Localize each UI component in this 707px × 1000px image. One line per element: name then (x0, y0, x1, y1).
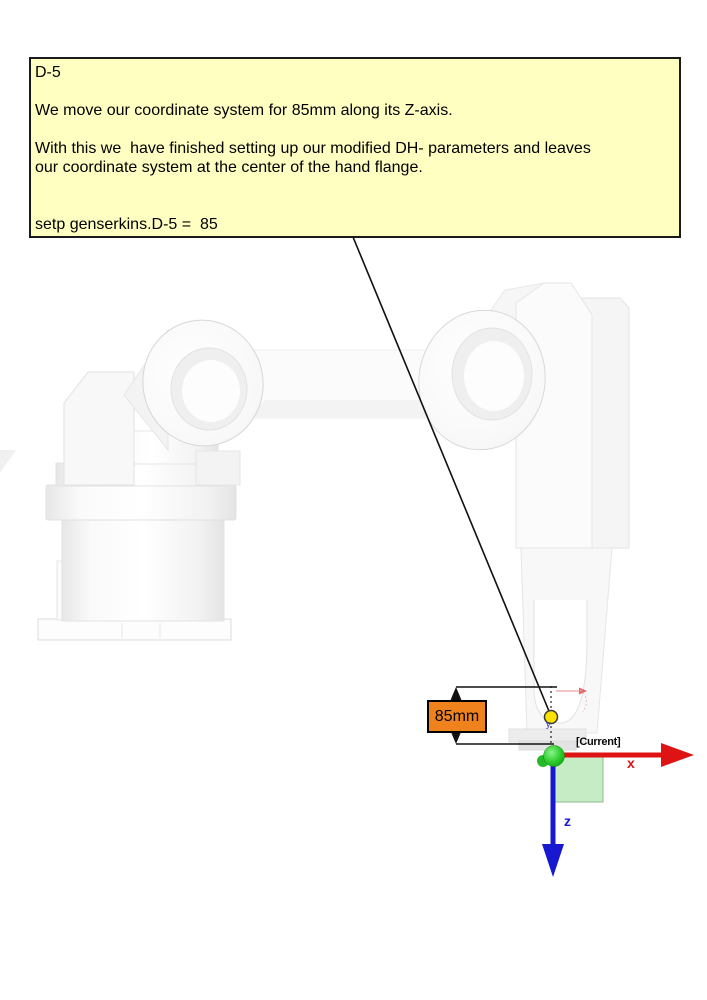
callout-box (29, 57, 681, 238)
robot-wrist-joint-core (464, 341, 524, 411)
robot-shoulder-housing (64, 372, 134, 485)
callout-command: setp genserkins.D-5 = 85 (35, 216, 218, 233)
robot-base-collar (46, 485, 236, 520)
callout-paragraph-2: With this we have finished setting up our modified DH- parameters and leaves (35, 140, 591, 157)
z-axis-label: z (564, 813, 571, 829)
callout-paragraph-1: We move our coordinate system for 85mm along its Z-axis. (35, 102, 453, 119)
callout-title: D-5 (35, 64, 61, 81)
robot-hand-flange (509, 729, 586, 742)
robot-shoulder-joint-core (182, 360, 240, 422)
x-axis-arrowhead (661, 743, 694, 767)
robot-arm (0, 283, 629, 750)
left-edge-fragment (0, 450, 16, 473)
z-axis-arrowhead (542, 844, 564, 877)
current-frame-label: [Current] (576, 736, 621, 748)
robot-forearm-cup (534, 600, 587, 723)
robot-turret-step (196, 451, 240, 485)
callout-paragraph-2-continued: our coordinate system at the center of the hand flange. (35, 159, 423, 176)
y-axis-label: y (546, 719, 551, 729)
x-axis-label: x (627, 755, 635, 771)
robot-base-cylinder (62, 519, 224, 621)
origin-sphere (544, 746, 565, 767)
robot-base-plate (38, 619, 231, 640)
dimension-label: 85mm (427, 700, 487, 733)
